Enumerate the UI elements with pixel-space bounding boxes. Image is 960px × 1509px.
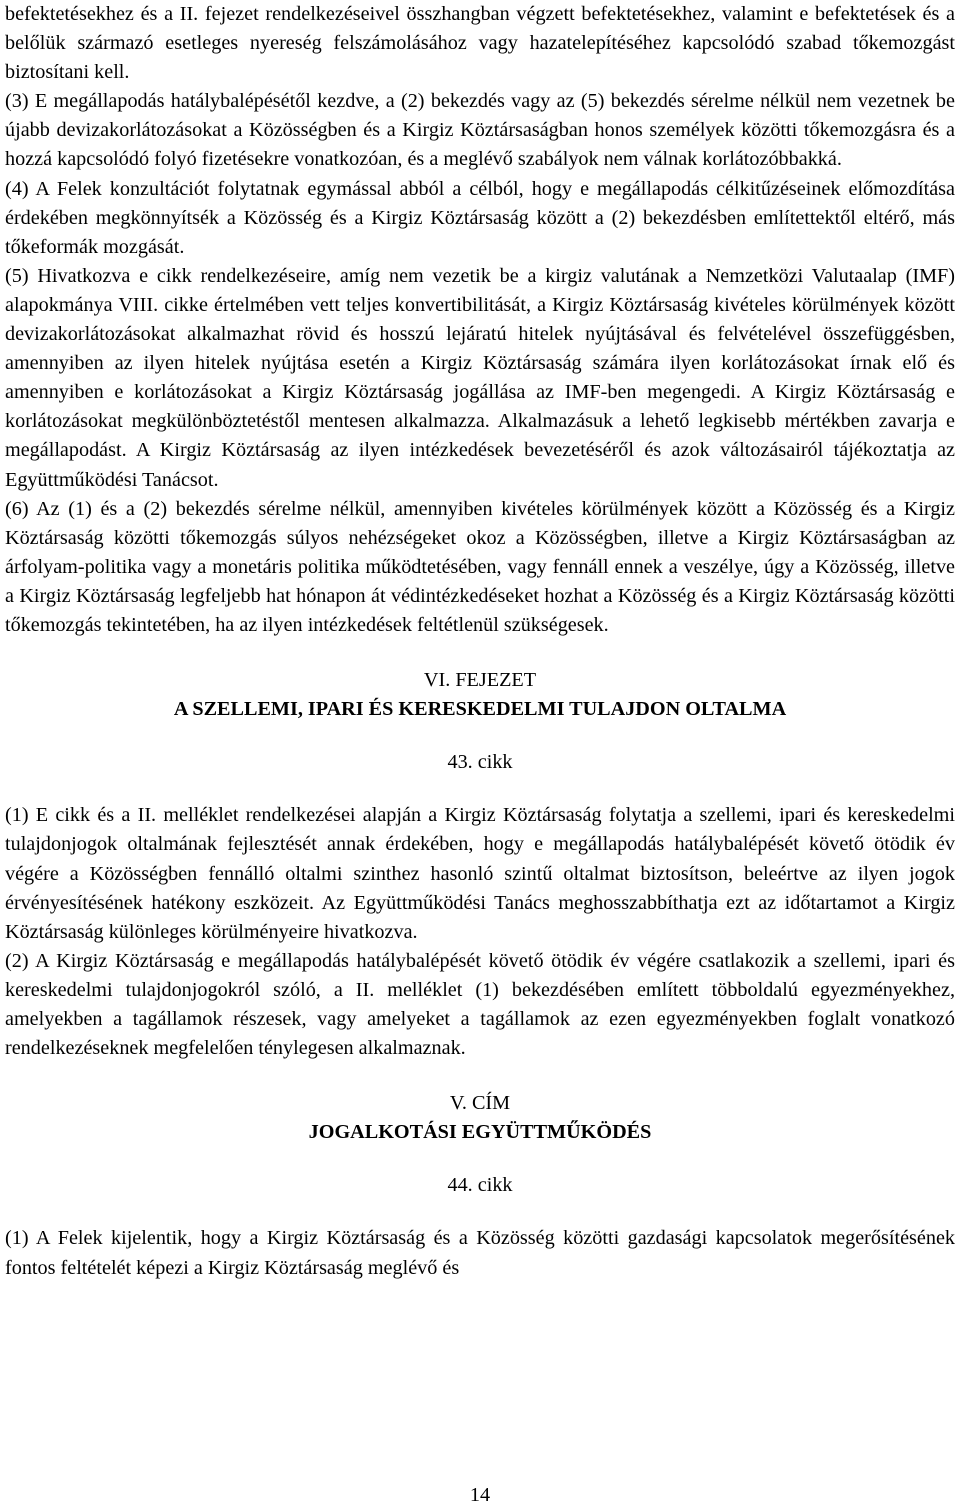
paragraph-6: (6) Az (1) és a (2) bekezdés sérelme nélkül, amennyiben kivételes körülmények között a Közösség és a Kirgiz Köztársaság közötti tőkemozgás súlyos nehézségeket okoz a Közösségben, illetve a Kirgiz Köztársaságban az árfolyam-politika vagy a monetáris politika működtetésében, vagy fennáll ennek a veszélye, úgy a Közösség, illetve a Kirgiz Köztársaság legfeljebb hat hónapon át védintézkedéseket hozhat a Közösség és a Kirgiz Köztársaság közötti tőkemozgás tekintetében, ha az ilyen intézkedések feltétlenül szükségesek.: [5, 497, 955, 636]
title-label: V. CÍM: [449, 1092, 511, 1115]
title-heading: JOGALKOTÁSI EGYÜTTMŰKÖDÉS: [308, 1121, 652, 1144]
article-44-paragraph-1: (1) A Felek kijelentik, hogy a Kirgiz Köztársaság és a Közösség közötti gazdasági kapcsolatok megerősítésének fontos feltételét képezi a Kirgiz Köztársaság meglévő és: [5, 1227, 955, 1279]
article-heading-43: 43. cikk: [447, 751, 513, 774]
paragraph-3: (3) E megállapodás hatálybalépésétől kezdve, a (2) bekezdés vagy az (5) bekezdés sérelme nélkül nem vezetnek be újabb devizakorlátozásokat a Közösségben és a Kirgiz Köztársaságban honos személyek közötti tőkemozgásra és a hozzá kapcsolódó folyó fizetésekre vonatkozóan, és a meglévő szabályok nem válnak korlátozóbbakká.: [5, 90, 955, 171]
paragraph-5: (5) Hivatkozva e cikk rendelkezéseire, amíg nem vezetik be a kirgiz valutának a Nemzetközi Valutaalap (IMF) alapokmánya VIII. cikke értelmében vett teljes konvertibilitását, a Kirgiz Köztársaság kivételes körülmények között devizakorlátozásokat alkalmazhat rövid és hosszú lejáratú hitelek nyújtásával és felvételével összefüggésben, amennyiben az ilyen hitelek nyújtása esetén a Kirgiz Köztársaság számára ilyen korlátozásokat írnak elő és amennyiben e korlátozásokat a Kirgiz Köztársaság jogállása az IMF-ben megengedi. A Kirgiz Köztársaság e korlátozásokat megkülönböztetéstől mentesen alkalmazza. Alkalmazásuk a lehető legkisebb mértékben zavarja e megállapodást. A Kirgiz Köztársaság az ilyen intézkedések bevezetéséről és azok változásairól tájékoztatja az Együttműködési Tanácsot.: [5, 264, 955, 491]
document-page: [5, 0, 955, 1283]
page-number: 14: [469, 1484, 491, 1506]
article-heading-44: 44. cikk: [447, 1174, 513, 1197]
article-43-paragraph-1: (1) E cikk és a II. melléklet rendelkezései alapján a Kirgiz Köztársaság folytatja a szellemi, ipari és kereskedelmi tulajdonjogok oltalmának fejlesztését annak érdekében, hogy e megállapodás hatálybalépését követő ötödik év végére a Közösségben fennálló oltalmi szinthez hasonló szintű oltalmat biztosítson, beleértve az ilyen jogok érvényesítésének hatékony eszközeit. Az Együttműködési Tanács meghosszabbíthatja ezt az időtartamot a Kirgiz Köztársaság különleges körülményeire hivatkozva.: [5, 804, 955, 943]
article-43-paragraph-2: (2) A Kirgiz Köztársaság e megállapodás hatálybalépését követő ötödik év végére csatlakozik a szellemi, ipari és kereskedelmi tulajdonjogokról szóló, a II. melléklet (1) bekezdésében említett többoldalú egyezményekhez, amelyekben a tagállamok részesek, vagy amelyeket a tagállamok az ezen egyezményekben foglalt vonatkozó rendelkezéseknek megfelelően ténylegesen alkalmaznak.: [5, 949, 955, 1060]
paragraph-4: (4) A Felek konzultációt folytatnak egymással abból a célból, hogy e megállapodás célkitűzéseinek előmozdítása érdekében megkönnyítsék a Közösség és a Kirgiz Köztársaság között a (2) bekezdésben említettektől eltérő, más tőkeformák mozgását.: [5, 177, 955, 258]
chapter-title: A SZELLEMI, IPARI ÉS KERESKEDELMI TULAJDON OLTALMA: [173, 698, 787, 721]
paragraph-continuation: befektetésekhez és a II. fejezet rendelkezéseivel összhangban végzett befektetésekhez, valamint e befektetések és a belőlük származó esetleges nyereség felszámolásához vagy hazatelepítéséhez kapcsolódó szabad tőkemozgást biztosítani kell.: [5, 3, 955, 84]
chapter-label: VI. FEJEZET: [423, 669, 537, 692]
